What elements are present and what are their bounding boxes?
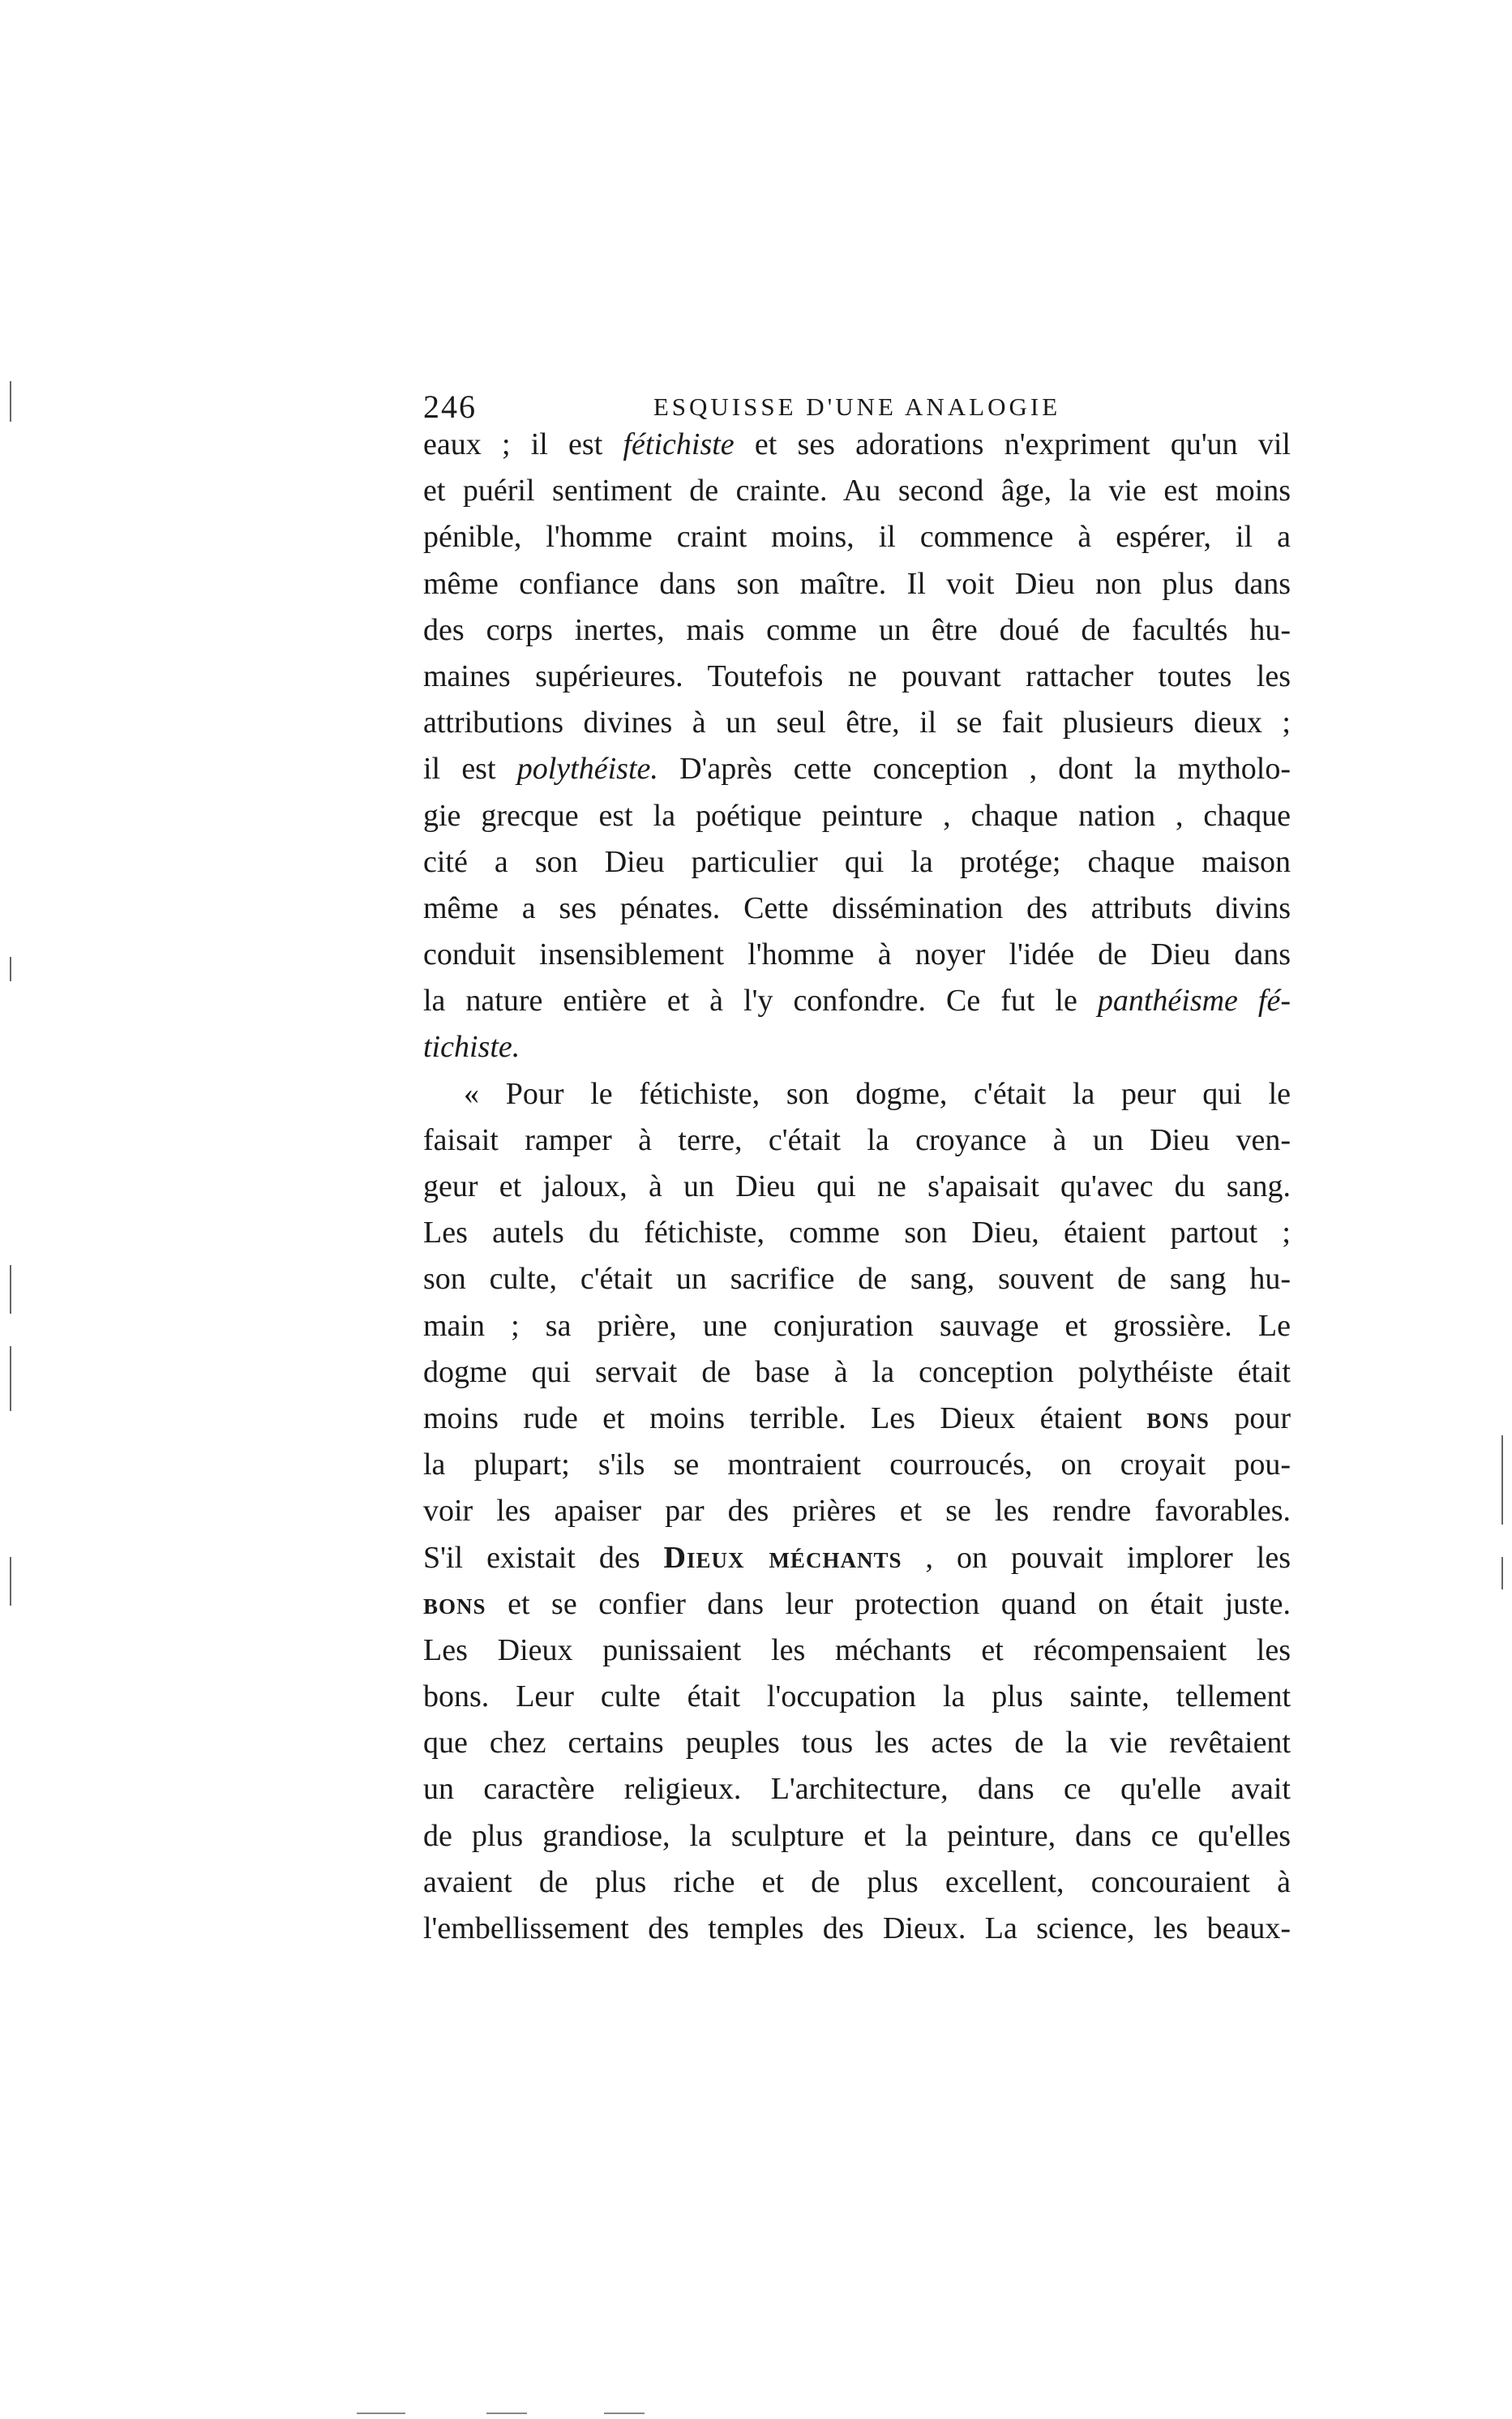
page-number: 246 [423,388,477,425]
scan-edge-mark [10,381,11,422]
text-line: avaient de plus riche et de plus excellent, concouraient à [423,1864,1291,1899]
text-line: moins rude et moins terrible. Les Dieux étaient bons pour [423,1400,1291,1435]
text-line: il est polythéiste. D'après cette conception , dont la mytholo- [423,752,1291,787]
scan-edge-mark [1501,1435,1503,1525]
text-line: bons et se confier dans leur protection quand on était juste. [423,1586,1291,1621]
running-title: ESQUISSE D'UNE ANALOGIE [653,392,1061,421]
scan-bottom-rule [357,2413,405,2414]
text-line: de plus grandiose, la sculpture et la peinture, dans ce qu'elles [423,1818,1291,1853]
text-line: geur et jaloux, à un Dieu qui ne s'apaisait qu'avec du sang. [423,1169,1291,1203]
text-line: pénible, l'homme craint moins, il commence à espérer, il a [423,520,1291,555]
text-line: bons. Leur culte était l'occupation la plus sainte, tellement [423,1679,1291,1714]
scan-bottom-rule [486,2413,527,2414]
text-line: l'embellissement des temples des Dieux. La science, les beaux- [423,1911,1291,1945]
scan-edge-mark [10,1557,11,1606]
text-line: main ; sa prière, une conjuration sauvage et grossière. Le [423,1308,1291,1343]
text-line: voir les apaiser par des prières et se les rendre favorables. [423,1494,1291,1529]
text-line: la nature entière et à l'y confondre. Ce fut le panthéisme fé- [423,984,1291,1019]
text-line: dogme qui servait de base à la conception polythéiste était [423,1354,1291,1389]
scan-edge-mark [1501,1557,1503,1589]
text-line: que chez certains peuples tous les actes de la vie revêtaient [423,1726,1291,1761]
text-line: des corps inertes, mais comme un être doué de facultés hu- [423,612,1291,647]
text-line: gie grecque est la poétique peinture , chaque nation , chaque [423,798,1291,833]
text-line: Les autels du fétichiste, comme son Dieu, étaient partout ; [423,1216,1291,1250]
text-line: et puéril sentiment de crainte. Au second âge, la vie est moins [423,474,1291,508]
body-text [423,422,1291,1952]
scan-edge-mark [10,1346,11,1411]
text-line: S'il existait des Dieux méchants , on pouvait implorer les [423,1540,1291,1575]
text-line: maines supérieures. Toutefois ne pouvant rattacher toutes les [423,658,1291,693]
text-line: son culte, c'était un sacrifice de sang, souvent de sang hu- [423,1262,1291,1297]
scan-edge-mark [10,1265,11,1314]
text-line: Les Dieux punissaient les méchants et récompensaient les [423,1632,1291,1667]
text-line: cité a son Dieu particulier qui la protége; chaque maison [423,844,1291,879]
text-line: tichiste. [423,1030,520,1065]
scan-bottom-rule [604,2413,645,2414]
text-line: même confiance dans son maître. Il voit Dieu non plus dans [423,566,1291,601]
text-line: la plupart; s'ils se montraient courroucés, on croyait pou- [423,1448,1291,1482]
text-line: conduit insensiblement l'homme à noyer l'idée de Dieu dans [423,937,1291,972]
text-line: attributions divines à un seul être, il se fait plusieurs dieux ; [423,706,1291,740]
text-line: « Pour le fétichiste, son dogme, c'était la peur qui le [464,1076,1291,1111]
text-line: un caractère religieux. L'architecture, dans ce qu'elle avait [423,1772,1291,1807]
text-line: même a ses pénates. Cette dissémination des attributs divins [423,890,1291,925]
text-line: faisait ramper à terre, c'était la croyance à un Dieu ven- [423,1122,1291,1157]
scan-edge-mark [10,957,11,981]
text-line: eaux ; il est fétichiste et ses adorations n'expriment qu'un vil [423,427,1291,461]
